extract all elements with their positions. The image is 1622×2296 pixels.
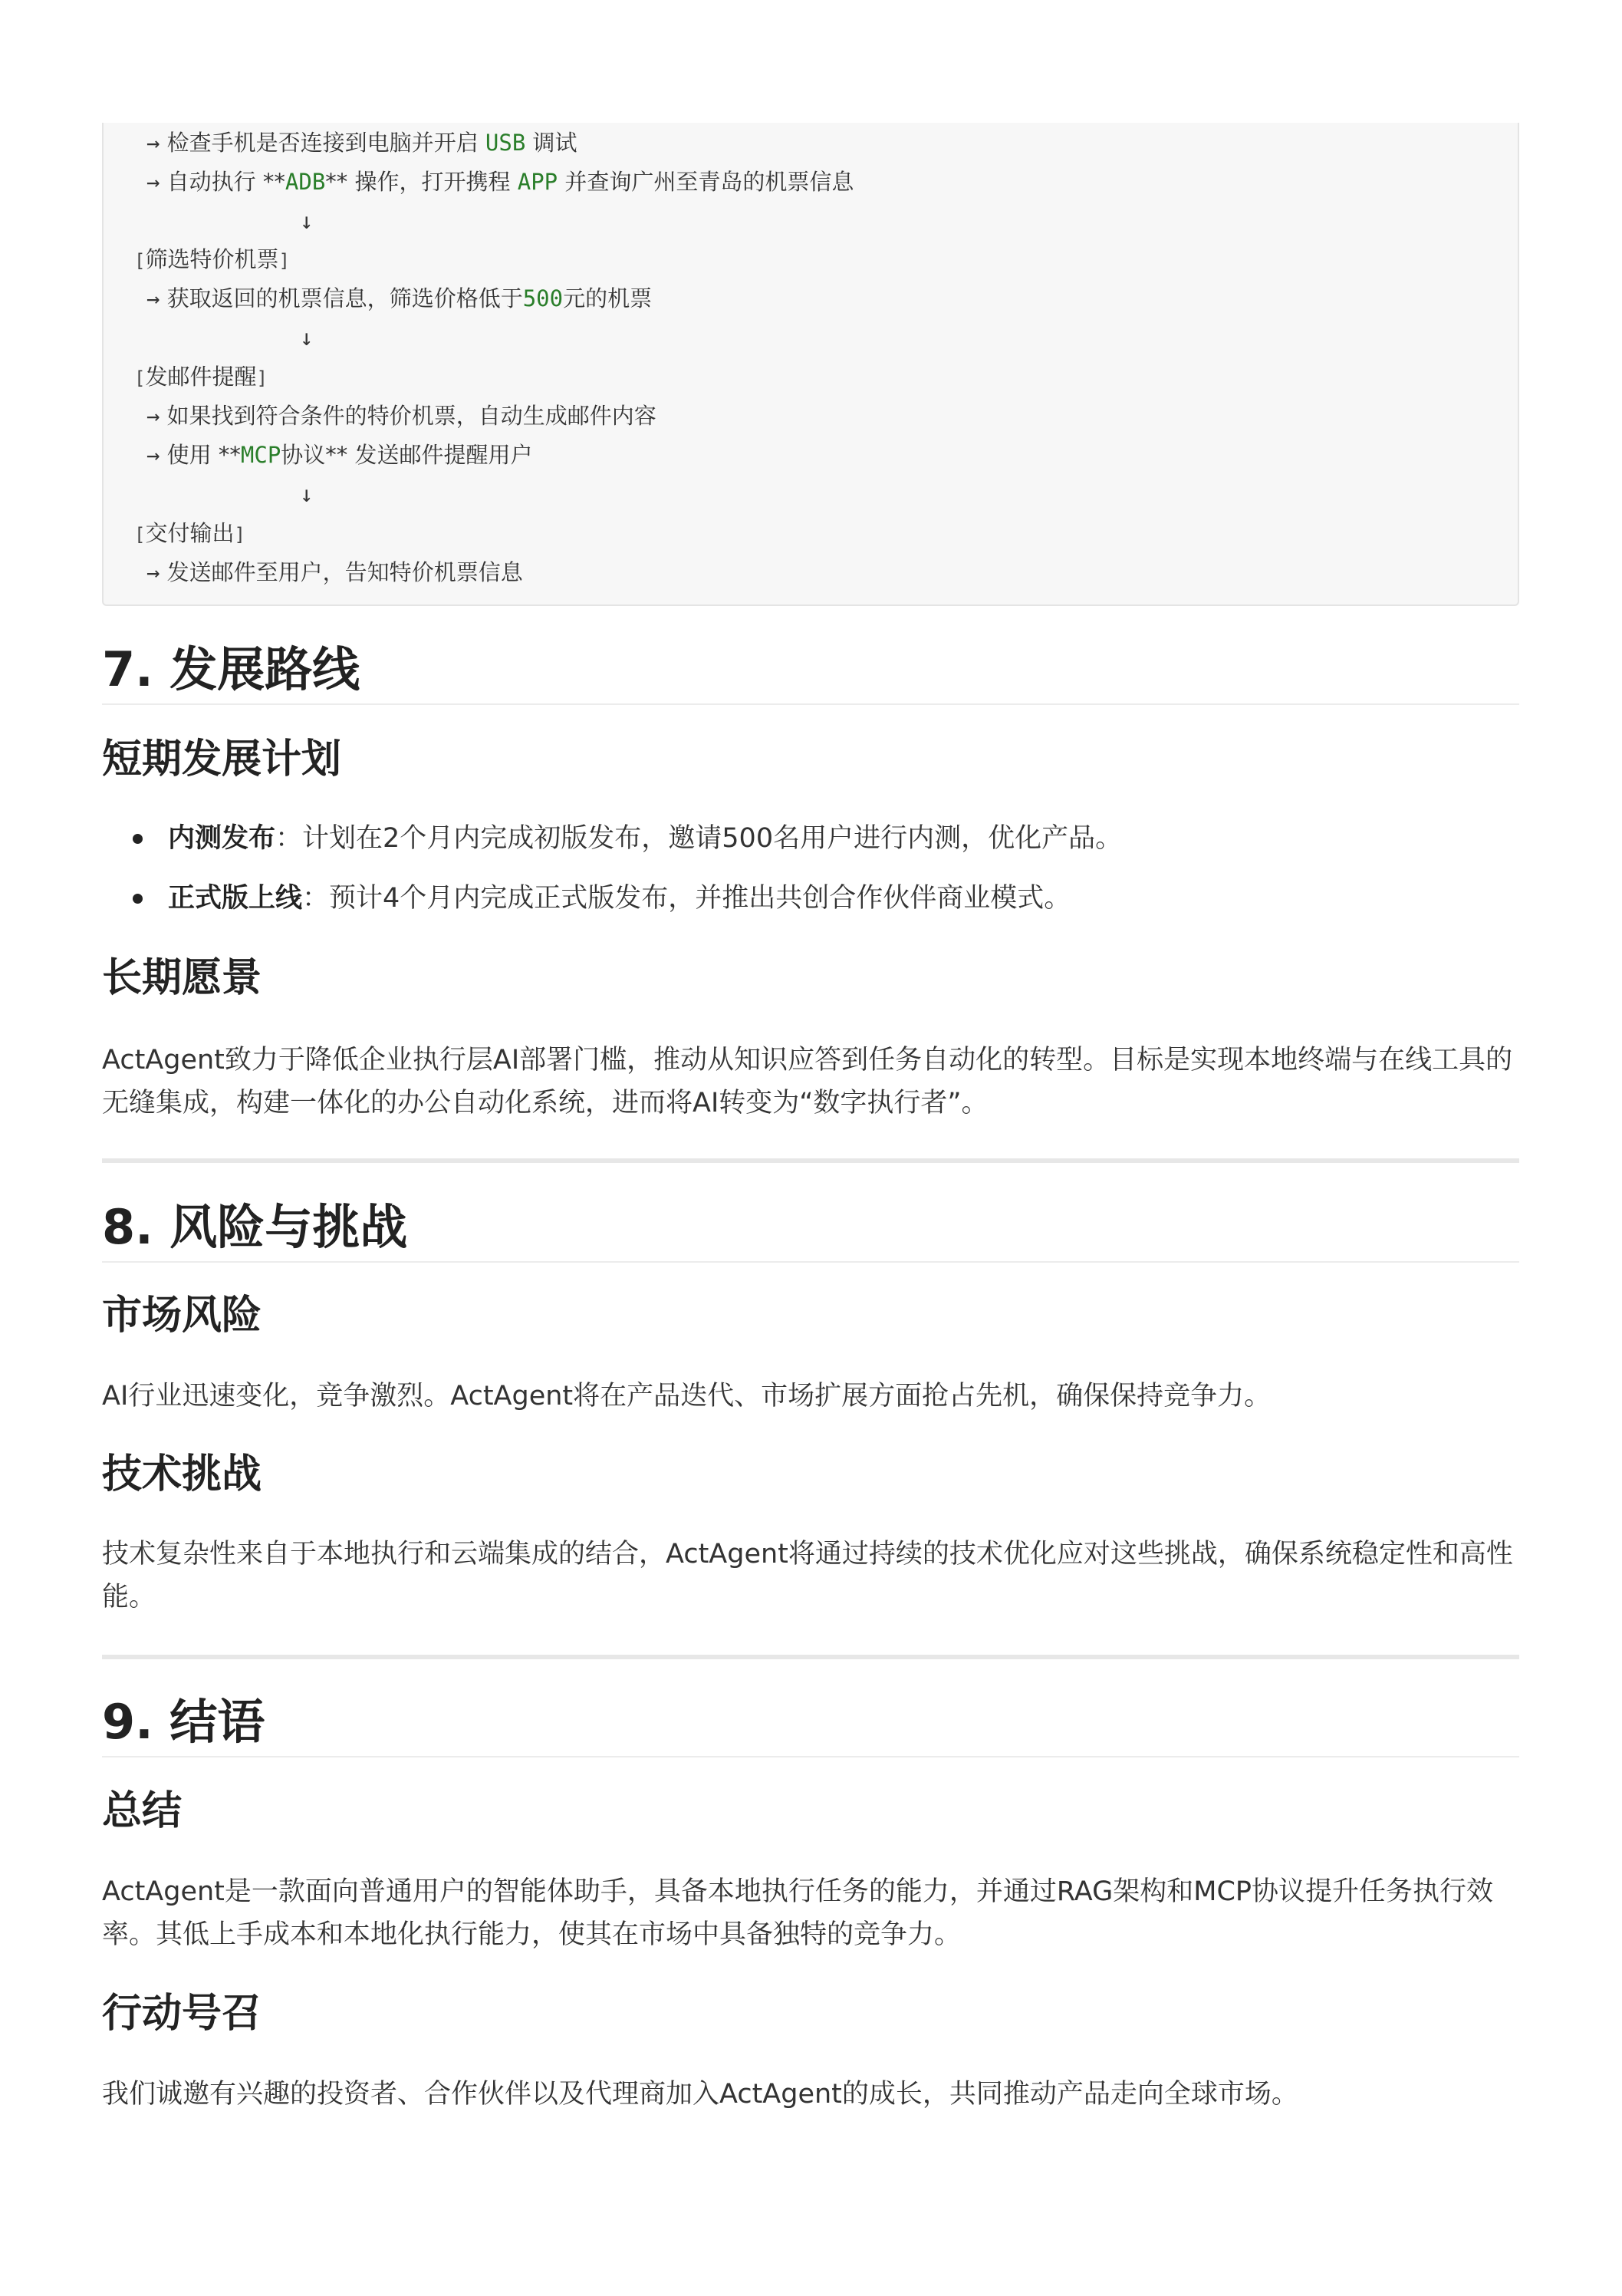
section-divider (102, 1158, 1519, 1163)
code-line: → 获取返回的机票信息，筛选价格低于500元的机票 (146, 285, 653, 311)
long-term-vision-heading: 长期愿景 (102, 955, 262, 1001)
section-7-heading: 7. 发展路线 (102, 639, 1519, 705)
code-line: → 发送邮件至用户，告知特价机票信息 (146, 559, 523, 585)
down-arrow: ↓ (300, 324, 314, 351)
market-risk-heading: 市场风险 (102, 1293, 262, 1339)
summary-heading: 总结 (102, 1788, 183, 1834)
call-to-action-heading: 行动号召 (102, 1991, 262, 2037)
bullet-icon (133, 894, 143, 904)
bullet-icon (133, 834, 143, 844)
down-arrow: ↓ (300, 208, 314, 234)
short-term-plan-heading: 短期发展计划 (102, 736, 342, 782)
short-term-plan-list (102, 817, 1122, 937)
section-9-heading: 9. 结语 (102, 1692, 1519, 1757)
tech-challenge-text: 技术复杂性来自于本地执行和云端集成的结合，ActAgent将通过持续的技术优化应对这些挑战，确保系统稳定性和高性能。 (102, 1539, 1513, 1612)
section-divider (102, 1655, 1519, 1659)
code-line: → 使用 **MCP协议** 发送邮件提醒用户 (146, 442, 533, 468)
code-line: → 自动执行 **ADB** 操作，打开携程 APP 并查询广州至青岛的机票信息 (146, 169, 854, 195)
list-item: 内测发布：计划在2个月内完成初版发布，邀请500名用户进行内测，优化产品。 (102, 817, 1122, 877)
code-line: → 如果找到符合条件的特价机票，自动生成邮件内容 (146, 403, 656, 429)
code-section-label: [交付输出] (134, 520, 245, 546)
code-line: → 检查手机是否连接到电脑并开启 USB 调试 (146, 130, 577, 156)
code-section-label: [发邮件提醒] (134, 364, 268, 390)
code-block (102, 123, 1519, 606)
market-risk-text: AI行业迅速变化，竞争激烈。ActAgent将在产品迭代、市场扩展方面抢占先机，确保保持竞争力。 (102, 1381, 1272, 1412)
code-section-label: [筛选特价机票] (134, 246, 290, 272)
tech-challenge-heading: 技术挑战 (102, 1451, 262, 1497)
long-term-vision-text: ActAgent致力于降低企业执行层AI部署门槛，推动从知识应答到任务自动化的转型。目标是实现本地终端与在线工具的无缝集成，构建一体化的办公自动化系统，进而将AI转变为“数字执行者”。 (102, 1045, 1513, 1118)
down-arrow: ↓ (300, 481, 314, 507)
list-item: 正式版上线：预计4个月内完成正式版发布，并推出共创合作伙伴商业模式。 (102, 877, 1122, 937)
section-8-heading: 8. 风险与挑战 (102, 1197, 1519, 1263)
call-to-action-text: 我们诚邀有兴趣的投资者、合作伙伴以及代理商加入ActAgent的成长，共同推动产品走向全球市场。 (102, 2079, 1298, 2110)
summary-text: ActAgent是一款面向普通用户的智能体助手，具备本地执行任务的能力，并通过RAG架构和MCP协议提升任务执行效率。其低上手成本和本地化执行能力，使其在市场中具备独特的竞争力。 (102, 1876, 1493, 1950)
